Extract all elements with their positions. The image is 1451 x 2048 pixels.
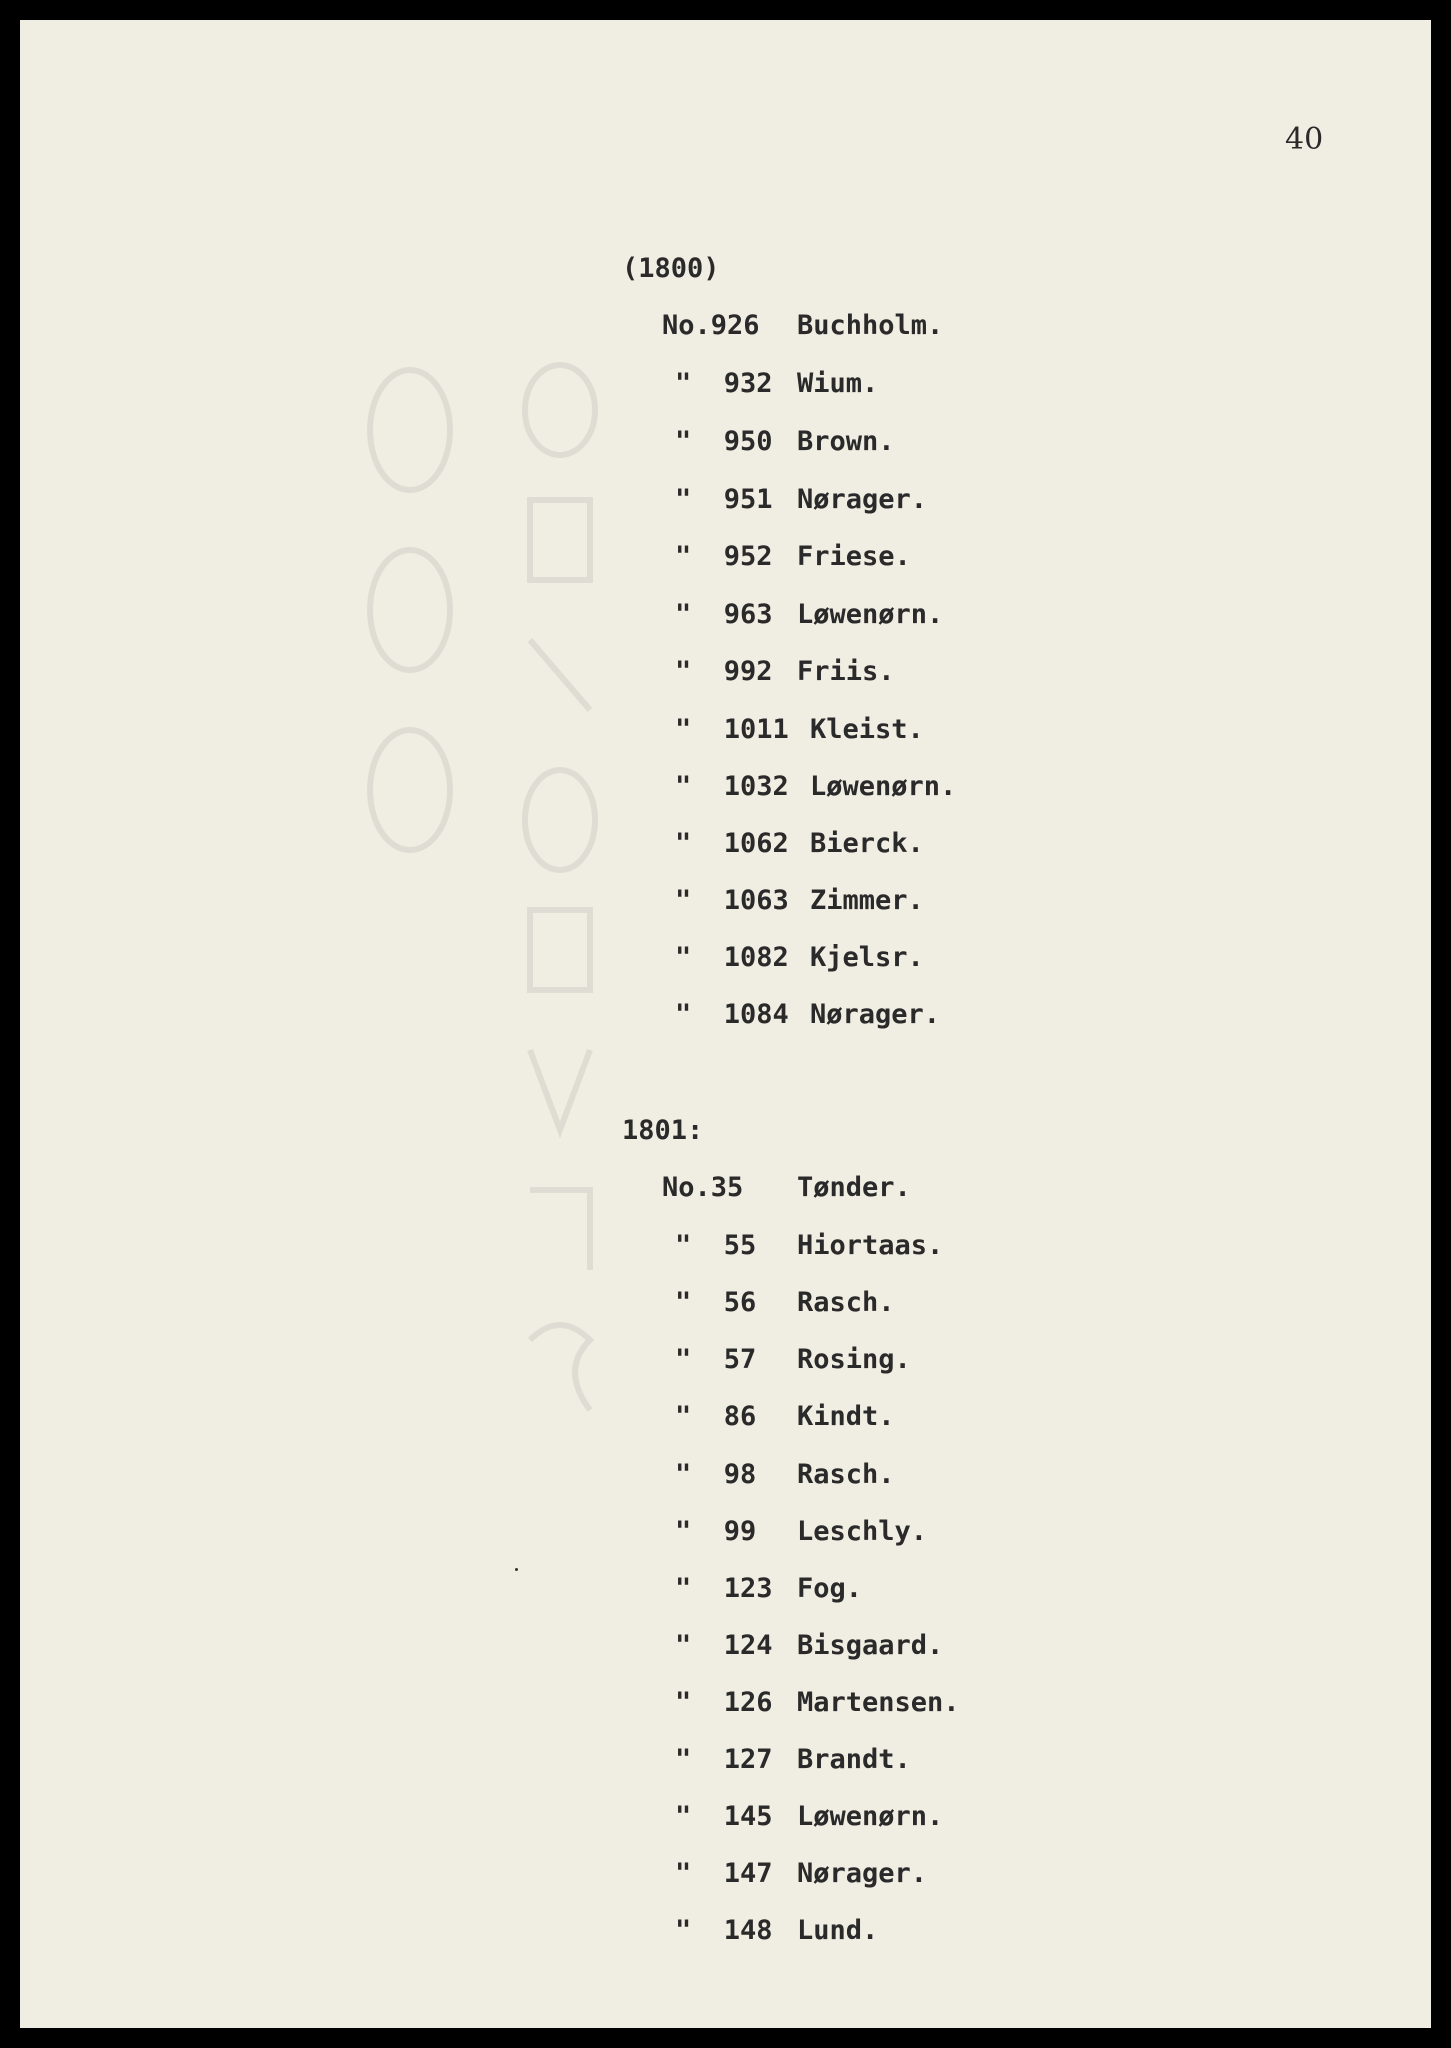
entry-name: Nørager. xyxy=(797,1858,928,1889)
stray-mark xyxy=(515,1568,518,1571)
page-number: 40 xyxy=(1285,122,1324,157)
entry-name: Tønder. xyxy=(797,1172,911,1203)
entry-number: " 127 xyxy=(675,1744,773,1775)
entry-name: Brown. xyxy=(797,426,895,457)
entry-name: Zimmer. xyxy=(810,885,924,916)
entry-number: " 963 xyxy=(675,599,773,630)
entry-number: No.35 xyxy=(662,1172,744,1203)
entry-name: Kjelsr. xyxy=(810,942,924,973)
entry-number: " 1062 xyxy=(675,828,789,859)
entry-number: " 1032 xyxy=(675,771,789,802)
entry-name: Fog. xyxy=(797,1573,863,1604)
entry-name: Brandt. xyxy=(797,1744,911,1775)
entry-name: Nørager. xyxy=(797,484,928,515)
entry-number: " 56 xyxy=(675,1287,757,1318)
entry-name: Lund. xyxy=(797,1915,879,1946)
entry-name: Wium. xyxy=(797,368,879,399)
entry-number: " 99 xyxy=(675,1516,757,1547)
entry-number: " 147 xyxy=(675,1858,773,1889)
document-page xyxy=(20,20,1431,2028)
entry-name: Hiortaas. xyxy=(797,1230,944,1261)
entry-number: " 1063 xyxy=(675,885,789,916)
section-heading: (1800) xyxy=(622,253,720,284)
entry-name: Martensen. xyxy=(797,1687,960,1718)
stamp-watermark xyxy=(350,350,650,1450)
entry-number: " 86 xyxy=(675,1401,757,1432)
entry-name: Nørager. xyxy=(810,999,941,1030)
entry-number: " 57 xyxy=(675,1344,757,1375)
entry-number: " 98 xyxy=(675,1459,757,1490)
entry-number: " 148 xyxy=(675,1915,773,1946)
entry-number: " 126 xyxy=(675,1687,773,1718)
entry-number: " 1084 xyxy=(675,999,789,1030)
entry-number: " 124 xyxy=(675,1630,773,1661)
entry-number: " 992 xyxy=(675,656,773,687)
entry-number: " 1011 xyxy=(675,714,789,745)
entry-name: Løwenørn. xyxy=(810,771,957,802)
section-heading: 1801: xyxy=(622,1115,704,1146)
entry-number: " 55 xyxy=(675,1230,757,1261)
entry-name: Friese. xyxy=(797,541,911,572)
entry-name: Bierck. xyxy=(810,828,924,859)
entry-name: Kleist. xyxy=(810,714,924,745)
entry-name: Løwenørn. xyxy=(797,1801,944,1832)
entry-number: " 952 xyxy=(675,541,773,572)
entry-number: " 950 xyxy=(675,426,773,457)
entry-name: Rasch. xyxy=(797,1287,895,1318)
entry-number: No.926 xyxy=(662,310,760,341)
entry-number: " 145 xyxy=(675,1801,773,1832)
entry-name: Buchholm. xyxy=(797,310,944,341)
entry-name: Rosing. xyxy=(797,1344,911,1375)
entry-number: " 1082 xyxy=(675,942,789,973)
entry-name: Løwenørn. xyxy=(797,599,944,630)
entry-name: Bisgaard. xyxy=(797,1630,944,1661)
entry-name: Leschly. xyxy=(797,1516,928,1547)
entry-name: Rasch. xyxy=(797,1459,895,1490)
entry-name: Friis. xyxy=(797,656,895,687)
entry-number: " 951 xyxy=(675,484,773,515)
entry-name: Kindt. xyxy=(797,1401,895,1432)
entry-number: " 123 xyxy=(675,1573,773,1604)
entry-number: " 932 xyxy=(675,368,773,399)
